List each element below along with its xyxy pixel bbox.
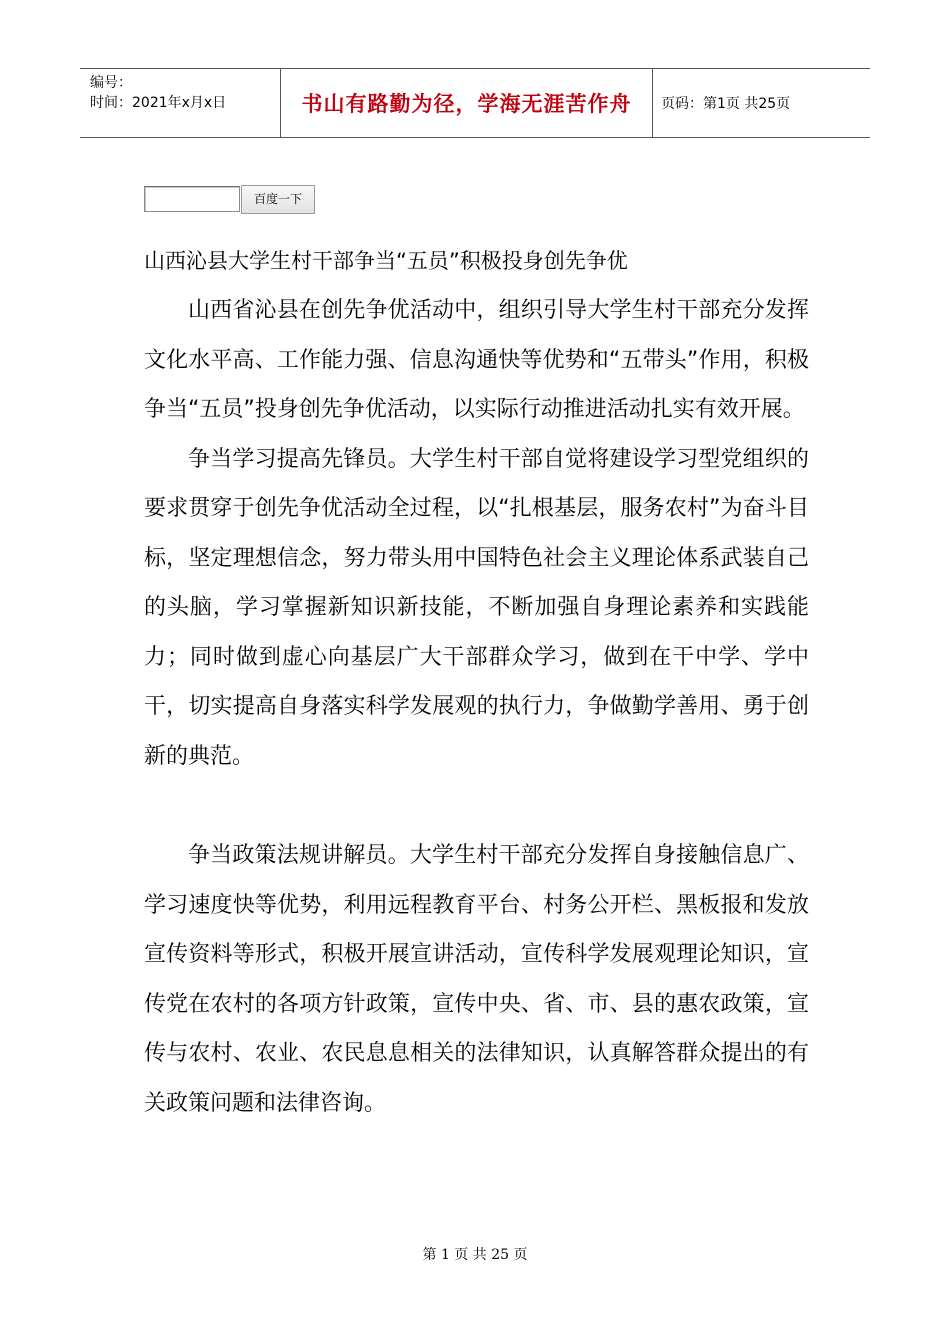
paragraph: 争当学习提高先锋员。大学生村干部自觉将建设学习型党组织的要求贯穿于创先争优活动全过程，以“扎根基层，服务农村”为奋斗目标，坚定理想信念，努力带头用中国特色社会主义理论体系武装自己的头脑，学习掌握新知识新技能，不断加强自身理论素养和实践能力；同时做到虚心向基层广大干部群众学习，做到在干中学、学中干，切实提高自身落实科学发展观的执行力，争做勤学善用、勇于创新的典范。 [144, 446, 809, 769]
page-header [80, 68, 870, 138]
paragraph: 山西省沁县在创先争优活动中，组织引导大学生村干部充分发挥文化水平高、工作能力强、信息沟通快等优势和“五带头”作用，积极争当“五员”投身创先争优活动，以实际行动推进活动扎实有效开展。 [144, 298, 809, 422]
header-meta [80, 69, 281, 137]
paragraph-spacer [144, 781, 809, 831]
page-footer: 第 1 页 共 25 页 [422, 1247, 528, 1263]
motto-text: 书山有路勤为径，学海无涯苦作舟 [301, 92, 632, 116]
time-label: 时间：2021年x月x日 [90, 95, 227, 111]
number-label: 编号： [90, 75, 132, 91]
search-button[interactable]: 百度一下 [241, 185, 315, 214]
paragraph: 争当政策法规讲解员。大学生村干部充分发挥自身接触信息广、学习速度快等优势，利用远程教育平台、村务公开栏、黑板报和发放宣传资料等形式，积极开展宣讲活动，宣传科学发展观理论知识，宣传党在农村的各项方针政策，宣传中央、省、市、县的惠农政策，宣传与农村、农业、农民息息相关的法律知识，认真解答群众提出的有关政策问题和法律咨询。 [144, 843, 809, 1116]
header-motto-cell [281, 69, 653, 137]
document-title: 山西沁县大学生村干部争当“五员”积极投身创先争优 [144, 249, 628, 273]
document-body [144, 236, 809, 1128]
page-info-text: 页码：第1页 共25页 [661, 96, 791, 112]
search-input[interactable] [144, 186, 240, 212]
header-page-info [653, 69, 870, 137]
